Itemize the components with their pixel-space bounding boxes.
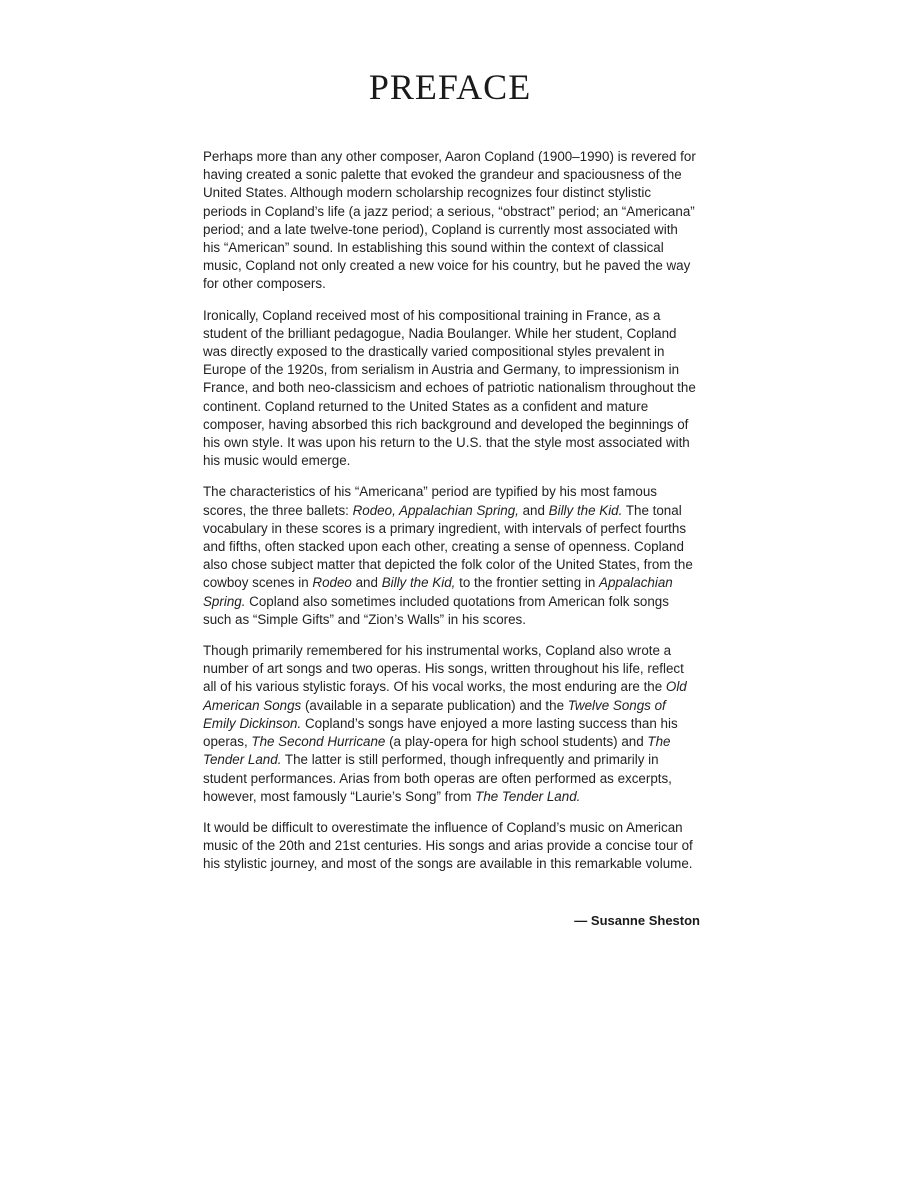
italic-title-text: Appalachian Spring.	[203, 575, 673, 609]
paragraph-text: to the frontier setting in	[455, 575, 600, 591]
paragraph-5	[203, 819, 698, 874]
paragraph-text: (available in a separate publication) and the	[301, 697, 568, 713]
page-title: PREFACE	[368, 67, 532, 107]
italic-title-text: Twelve Songs of Emily Dickinson.	[203, 697, 666, 731]
paragraph-text: The characteristics of his “Americana” period are typified by his most famous scores, the three ballets:	[203, 484, 657, 518]
paragraph-text: and	[351, 575, 382, 591]
paragraph-text: Perhaps more than any other composer, Aaron Copland (1900–1990) is revered for having created a sonic palette that evoked the grandeur and spaciousness of the United States. Although modern scholarship recognizes four distinct stylistic periods in Copland’s life (a jazz period; a serious, “obstract” period; an “Americana” period; and a late twelve-tone period), Copland is currently most associated with his “American” sound. In establishing this sound within the context of classical music, Copland not only created a new voice for his country, but he paved the way for other composers.	[203, 149, 696, 292]
paragraph-text: (a play-opera for high school students) and	[385, 734, 648, 750]
paragraph-text: The latter is still performed, though infrequently and primarily in student performances. Arias from both operas are often performed as excerpts, however, most famously “Laurie’s Song” from	[203, 752, 672, 804]
paragraph-3	[203, 483, 698, 629]
paragraph-text: Copland also sometimes included quotations from American folk songs such as “Simple Gifts” and “Zion’s Walls” in his scores.	[203, 593, 669, 627]
italic-title-text: The Tender Land.	[203, 734, 671, 768]
italic-title-text: The Second Hurricane	[251, 734, 386, 750]
paragraph-4	[203, 642, 698, 806]
author-signature: — Susanne Sheston	[574, 913, 700, 928]
paragraph-text: Ironically, Copland received most of his compositional training in France, as a student of the brilliant pedagogue, Nadia Boulanger. While her student, Copland was directly exposed to the drastically varied compositional styles prevalent in Europe of the 1920s, from serialism in Austria and Germany, to impressionism in France, and both neo-classicism and echoes of patriotic nationalism throughout the continent. Copland returned to the United States as a confident and mature composer, having absorbed this rich background and developed the beginnings of his own style. It was upon his return to the U.S. that the style most associated with his music would emerge.	[203, 307, 696, 469]
preface-body	[203, 148, 698, 887]
paragraph-text: The tonal vocabulary in these scores is a primary ingredient, with intervals of perfect fourths and fifths, often stacked upon each other, creating a sense of openness. Copland also chose subject matter that depicted the folk color of the United States, from the cowboy scenes in	[203, 502, 693, 591]
paragraph-text: Copland’s songs have enjoyed a more lasting success than his operas,	[203, 715, 678, 750]
italic-title-text: Billy the Kid,	[381, 575, 456, 591]
italic-title-text: Old American Songs	[203, 679, 687, 713]
italic-title-text: Rodeo, Appalachian Spring,	[352, 502, 519, 518]
paragraph-text: It would be difficult to overestimate the influence of Copland’s music on American music of the 20th and 21st centuries. His songs and arias provide a concise tour of his stylistic journey, and most of the songs are available in this remarkable volume.	[203, 819, 693, 872]
paragraph-text: and	[518, 502, 549, 518]
italic-title-text: The Tender Land.	[475, 788, 581, 804]
italic-title-text: Billy the Kid.	[548, 502, 623, 518]
italic-title-text: Rodeo	[312, 575, 352, 591]
paragraph-2	[203, 307, 698, 471]
paragraph-text: Though primarily remembered for his instrumental works, Copland also wrote a number of art songs and two operas. His songs, written throughout his life, reflect all of his various stylistic forays. Of his vocal works, the most enduring are the	[203, 643, 684, 695]
paragraph-1	[203, 148, 698, 294]
